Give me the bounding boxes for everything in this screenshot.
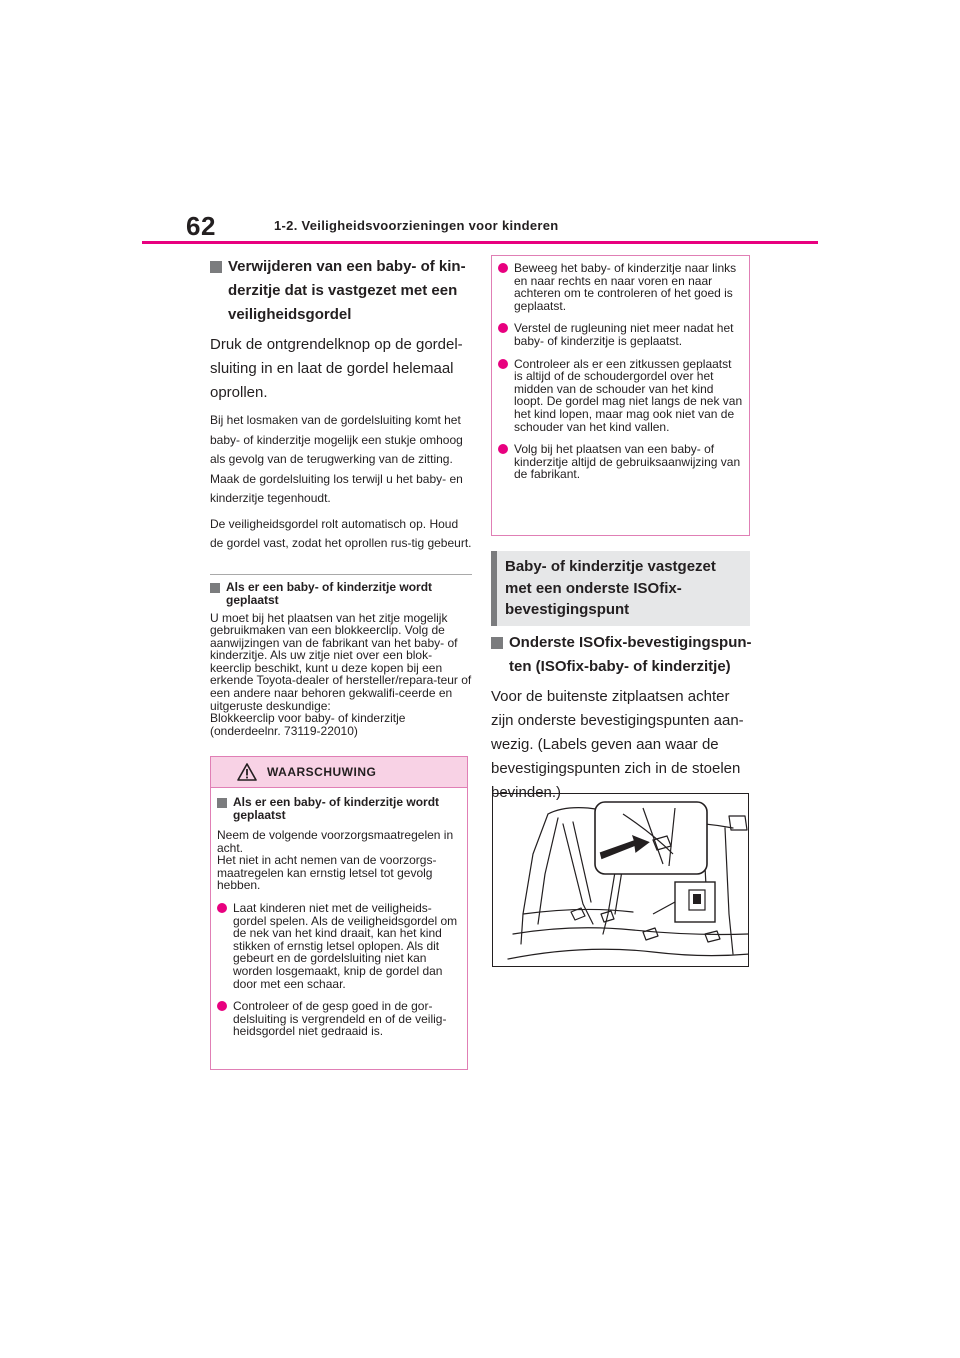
warning-continuation-box bbox=[491, 255, 750, 536]
note-text: U moet bij het plaatsen van het zitje mogelijk gebruikmaken van een blokkeerclip. Volg de aanwijzingen van de fabrikant van het baby- of kinderzitje. Als uw zitje niet over een blok-keerclip beschikt, kunt u deze kopen bij een erkende Toyota-dealer of hersteller/repara-teur of een andere naar behoren gekwalifi-ceerde en uitgeruste deskundige: bbox=[210, 610, 472, 713]
warning-subheading bbox=[217, 796, 461, 822]
warning-bullet bbox=[217, 902, 461, 990]
bullet-text: Controleer als er een zitkussen geplaatst is altijd of de schoudergordel over het midden van de schouder van het kind loopt. De gordel mag niet langs de nek van het kind lopen, maar mag ook niet van de schouder van het kind vallen. bbox=[514, 356, 743, 434]
subsection-heading bbox=[491, 631, 753, 679]
left-column bbox=[210, 255, 472, 737]
divider bbox=[210, 574, 472, 575]
body-text: Voor de buitenste zitplaatsen achter zijn onderste bevestigingspunten aan-wezig. (Labels geven aan waar de bevestigingspunten zich in de stoelen bevinden.) bbox=[491, 688, 744, 801]
right-column bbox=[491, 631, 753, 805]
warning-intro: Het niet in acht nemen van de voorzorgs-maatregelen kan ernstig letsel tot gevolg hebben. bbox=[217, 853, 437, 893]
bullet-text: Laat kinderen niet met de veiligheids-gordel spelen. Als de veiligheidsgordel om de nek van het kind draait, kan het kind stikken of ernstig letsel oplopen. Als dit gebeurt en de gordelsluiting niet kan worden losgemaakt, knip de gordel dan door met een schaar. bbox=[233, 900, 458, 991]
warning-box bbox=[210, 756, 468, 1070]
warning-bullet bbox=[217, 1000, 461, 1038]
circle-bullet-icon bbox=[217, 1001, 227, 1011]
heading-text: Verwijderen van een baby- of kin-derzitje dat is vastgezet met een veiligheidsgordel bbox=[228, 258, 466, 323]
section-heading bbox=[210, 255, 472, 327]
bullet-text: Verstel de rugleuning niet meer nadat het baby- of kinderzitje is geplaatst. bbox=[514, 321, 734, 348]
lead-instruction: Druk de ontgrendelknop op de gordel-sluiting in en laat de gordel helemaal oprollen. bbox=[210, 336, 463, 401]
paragraph: De veiligheidsgordel rolt automatisch op. Houd de gordel vast, zodat het oprollen rus-tig gebeurt. bbox=[210, 516, 472, 550]
circle-bullet-icon bbox=[498, 444, 508, 454]
bullet-text: Controleer of de gesp goed in de gor-delsluiting is vergrendeld en of de veilig-heidsgordel niet gedraaid is. bbox=[233, 999, 447, 1039]
warning-bullet bbox=[498, 358, 743, 434]
rear-seat-drawing bbox=[493, 794, 749, 967]
circle-bullet-icon bbox=[498, 263, 508, 273]
section-title-block bbox=[491, 551, 750, 626]
circle-bullet-icon bbox=[498, 359, 508, 369]
note-heading bbox=[210, 581, 472, 607]
warning-header bbox=[211, 757, 467, 788]
chapter-title: 1-2. Veiligheidsvoorzieningen voor kinderen bbox=[274, 218, 559, 233]
note-text: Blokkeerclip voor baby- of kinderzitje (onderdeelnr. 73119-22010) bbox=[210, 711, 406, 738]
zoom-inset bbox=[595, 802, 707, 874]
warning-triangle-icon bbox=[237, 763, 257, 781]
isofix-illustration bbox=[492, 793, 749, 967]
circle-bullet-icon bbox=[217, 903, 227, 913]
square-bullet-icon bbox=[217, 798, 227, 808]
subsection-heading-text: Onderste ISOfix-bevestigingspun-ten (ISOfix-baby- of kinderzitje) bbox=[509, 634, 752, 675]
warning-body bbox=[211, 788, 467, 1038]
square-bullet-icon bbox=[210, 583, 220, 593]
warning-title: WAARSCHUWING bbox=[267, 765, 377, 779]
square-bullet-icon bbox=[210, 261, 222, 273]
bullet-text: Volg bij het plaatsen van een baby- of kinderzitje altijd de gebruiksaanwijzing van de fabrikant. bbox=[514, 442, 741, 482]
warning-intro: Neem de volgende voorzorgsmaatregelen in acht. bbox=[217, 828, 454, 855]
section-bar bbox=[491, 551, 497, 626]
note-heading-text: Als er een baby- of kinderzitje wordt geplaatst bbox=[226, 579, 433, 607]
square-bullet-icon bbox=[491, 637, 503, 649]
page-number: 62 bbox=[186, 211, 216, 241]
warning-bullet bbox=[498, 322, 743, 347]
warning-bullet bbox=[498, 262, 743, 312]
warning-bullet bbox=[498, 443, 743, 481]
circle-bullet-icon bbox=[498, 323, 508, 333]
header-rule bbox=[142, 241, 818, 244]
bullet-text: Beweeg het baby- of kinderzitje naar links en naar rechts en naar voren en naar achteren om te controleren of het goed is geplaatst. bbox=[514, 261, 737, 313]
section-title: Baby- of kinderzitje vastgezet met een onderste ISOfix-bevestigingspunt bbox=[505, 558, 716, 618]
isofix-label-tag bbox=[653, 882, 715, 922]
warning-subheading-text: Als er een baby- of kinderzitje wordt geplaatst bbox=[233, 795, 440, 822]
paragraph: Bij het losmaken van de gordelsluiting komt het baby- of kinderzitje mogelijk een stukje omhoog als gevolg van de terugwerking van de zitting. Maak de gordelsluiting los terwijl u het baby- en kinderzitje tegenhoudt. bbox=[210, 413, 463, 505]
